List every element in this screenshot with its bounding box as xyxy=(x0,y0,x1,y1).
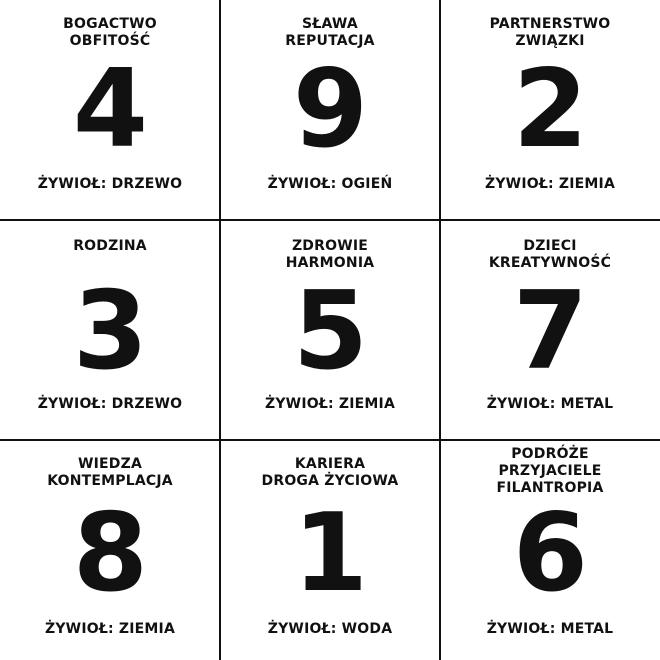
cell-title-line: WIEDZA xyxy=(77,456,143,472)
cell-number: 8 xyxy=(72,491,148,616)
cell-partnership xyxy=(440,0,660,220)
cell-element: ŻYWIOŁ: METAL xyxy=(486,621,614,637)
cell-health xyxy=(220,220,440,440)
cell-element: ŻYWIOŁ: WODA xyxy=(267,621,393,637)
cell-title-line: ZDROWIE xyxy=(291,238,369,254)
cell-title xyxy=(0,16,220,50)
cell-knowledge xyxy=(0,440,220,660)
cell-title xyxy=(440,238,660,272)
grid-divider-vertical xyxy=(439,0,441,660)
cell-title xyxy=(220,456,440,490)
grid-divider-horizontal xyxy=(0,439,660,441)
cell-element: ŻYWIOŁ: ZIEMIA xyxy=(264,396,395,412)
cell-title xyxy=(440,446,660,497)
cell-number: 1 xyxy=(292,491,368,616)
cell-number: 2 xyxy=(512,47,588,172)
cell-number: 4 xyxy=(72,47,148,172)
cell-element: ŻYWIOŁ: ZIEMIA xyxy=(484,176,615,192)
cell-title xyxy=(440,16,660,50)
cell-wealth xyxy=(0,0,220,220)
cell-title-line: KREATYWNOŚĆ xyxy=(488,255,612,271)
cell-title-line: FILANTROPIA xyxy=(496,480,604,496)
cell-title-line: BOGACTWO xyxy=(63,16,157,32)
cell-title-line: HARMONIA xyxy=(285,255,375,271)
cell-title xyxy=(0,238,220,255)
cell-number: 5 xyxy=(292,269,368,394)
cell-career xyxy=(220,440,440,660)
cell-children xyxy=(440,220,660,440)
cell-element: ŻYWIOŁ: METAL xyxy=(486,396,614,412)
cell-title-line: REPUTACJA xyxy=(285,33,375,49)
cell-fame xyxy=(220,0,440,220)
grid-divider-vertical xyxy=(219,0,221,660)
cell-element: ŻYWIOŁ: DRZEWO xyxy=(37,176,183,192)
cell-travel xyxy=(440,440,660,660)
cell-title-line: PRZYJACIELE xyxy=(498,463,602,479)
cell-title-line: PARTNERSTWO xyxy=(489,16,611,32)
cell-title-line: RODZINA xyxy=(73,238,147,254)
cell-title xyxy=(220,238,440,272)
cell-number: 7 xyxy=(512,269,588,394)
grid-divider-horizontal xyxy=(0,219,660,221)
cell-element: ŻYWIOŁ: ZIEMIA xyxy=(44,621,175,637)
cell-element: ŻYWIOŁ: DRZEWO xyxy=(37,396,183,412)
cell-element: ŻYWIOŁ: OGIEŃ xyxy=(267,176,393,192)
cell-family xyxy=(0,220,220,440)
cell-number: 6 xyxy=(512,491,588,616)
cell-title-line: KONTEMPLACJA xyxy=(47,473,173,489)
cell-number: 9 xyxy=(292,47,368,172)
cell-number: 3 xyxy=(72,269,148,394)
cell-title-line: PODRÓŻE xyxy=(511,446,589,462)
cell-title-line: SŁAWA xyxy=(302,16,358,32)
cell-title xyxy=(0,456,220,490)
cell-title-line: KARIERA xyxy=(294,456,366,472)
cell-title-line: ZWIĄZKI xyxy=(515,33,585,49)
cell-title-line: OBFITOŚĆ xyxy=(69,33,151,49)
cell-title xyxy=(220,16,440,50)
cell-title-line: DZIECI xyxy=(523,238,577,254)
cell-title-line: DROGA ŻYCIOWA xyxy=(261,473,399,489)
